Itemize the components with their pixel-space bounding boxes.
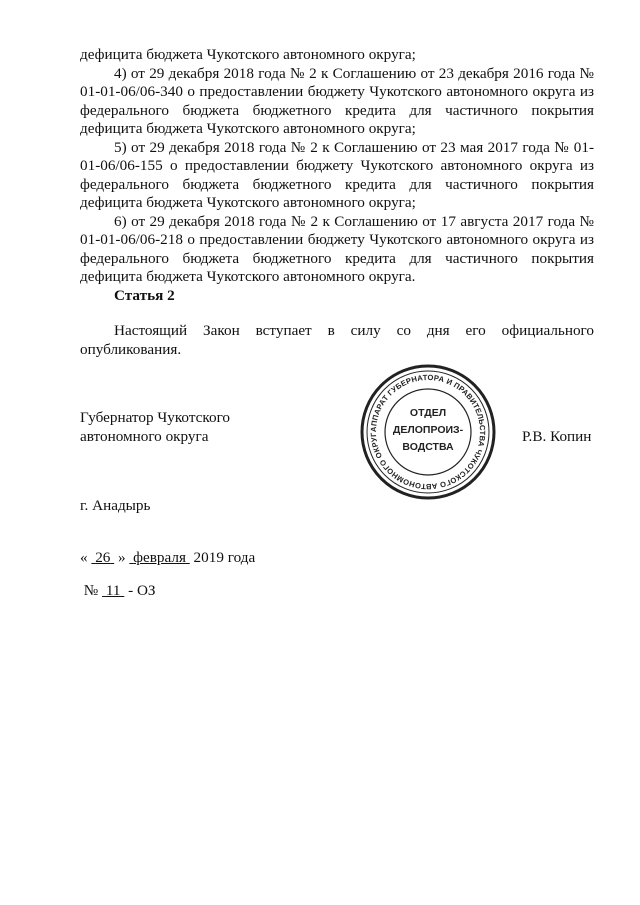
date-year: 2019 года bbox=[193, 549, 256, 566]
date-month: февраля bbox=[133, 549, 186, 566]
signatory-title-line-1: Губернатор Чукотского bbox=[80, 409, 231, 426]
stamp-line-2: ДЕЛОПРОИЗ- bbox=[392, 424, 464, 436]
number-value: 11 bbox=[105, 582, 121, 599]
article-2-heading: Статья 2 bbox=[114, 287, 175, 304]
stamp-line-1: ОТДЕЛ bbox=[409, 407, 447, 419]
date-day: 26 bbox=[95, 549, 111, 566]
date-close-quote: » bbox=[117, 549, 126, 566]
law-body bbox=[80, 46, 594, 287]
stamp-seal-icon bbox=[358, 362, 498, 502]
article-2-text: Настоящий Закон вступает в силу со дня его официального опубликования. bbox=[80, 322, 594, 358]
item-5-paragraph: 5) от 29 декабря 2018 года № 2 к Соглашению от 23 мая 2017 года № 01-01-06/06-155 о предоставлении бюджету Чукотского автономного округа из федерального бюджета бюджетного кредита для частичного покрытия дефицита бюджета Чукотского автономного округа; bbox=[80, 138, 594, 211]
number-prefix: № bbox=[83, 582, 99, 599]
place-of-signing: г. Анадырь bbox=[80, 497, 151, 514]
law-number bbox=[80, 582, 156, 601]
signing-date bbox=[80, 549, 255, 568]
signatory-name: Р.В. Копин bbox=[522, 428, 592, 445]
signatory-title bbox=[80, 409, 230, 446]
continuation-paragraph: дефицита бюджета Чукотского автономного округа; bbox=[80, 46, 416, 63]
stamp-line-3: ВОДСТВА bbox=[402, 441, 454, 453]
date-open-quote: « bbox=[80, 549, 88, 566]
official-stamp bbox=[358, 362, 498, 502]
signatory-title-line-2: автономного округа bbox=[80, 427, 209, 445]
item-4-paragraph: 4) от 29 декабря 2018 года № 2 к Соглашению от 23 декабря 2016 года № 01-01-06/06-340 о предоставлении бюджету Чукотского автономного округа из федерального бюджета бюджетного кредита для частичного покрытия дефицита бюджета Чукотского автономного округа; bbox=[80, 64, 594, 137]
article-2-text-block bbox=[80, 322, 594, 359]
number-suffix: - ОЗ bbox=[128, 582, 156, 599]
stamp-ring-text: АППАРАТ ГУБЕРНАТОРА И ПРАВИТЕЛЬСТВА ЧУКОТСКОГО АВТОНОМНОГО ОКРУГ bbox=[368, 372, 488, 492]
item-6-paragraph: 6) от 29 декабря 2018 года № 2 к Соглашению от 17 августа 2017 года № 01-01-06/06-218 о предоставлении бюджету Чукотского автономного округа из федерального бюджета бюджетного кредита для частичного покрытия дефицита бюджета Чукотского автономного округа. bbox=[80, 212, 594, 285]
